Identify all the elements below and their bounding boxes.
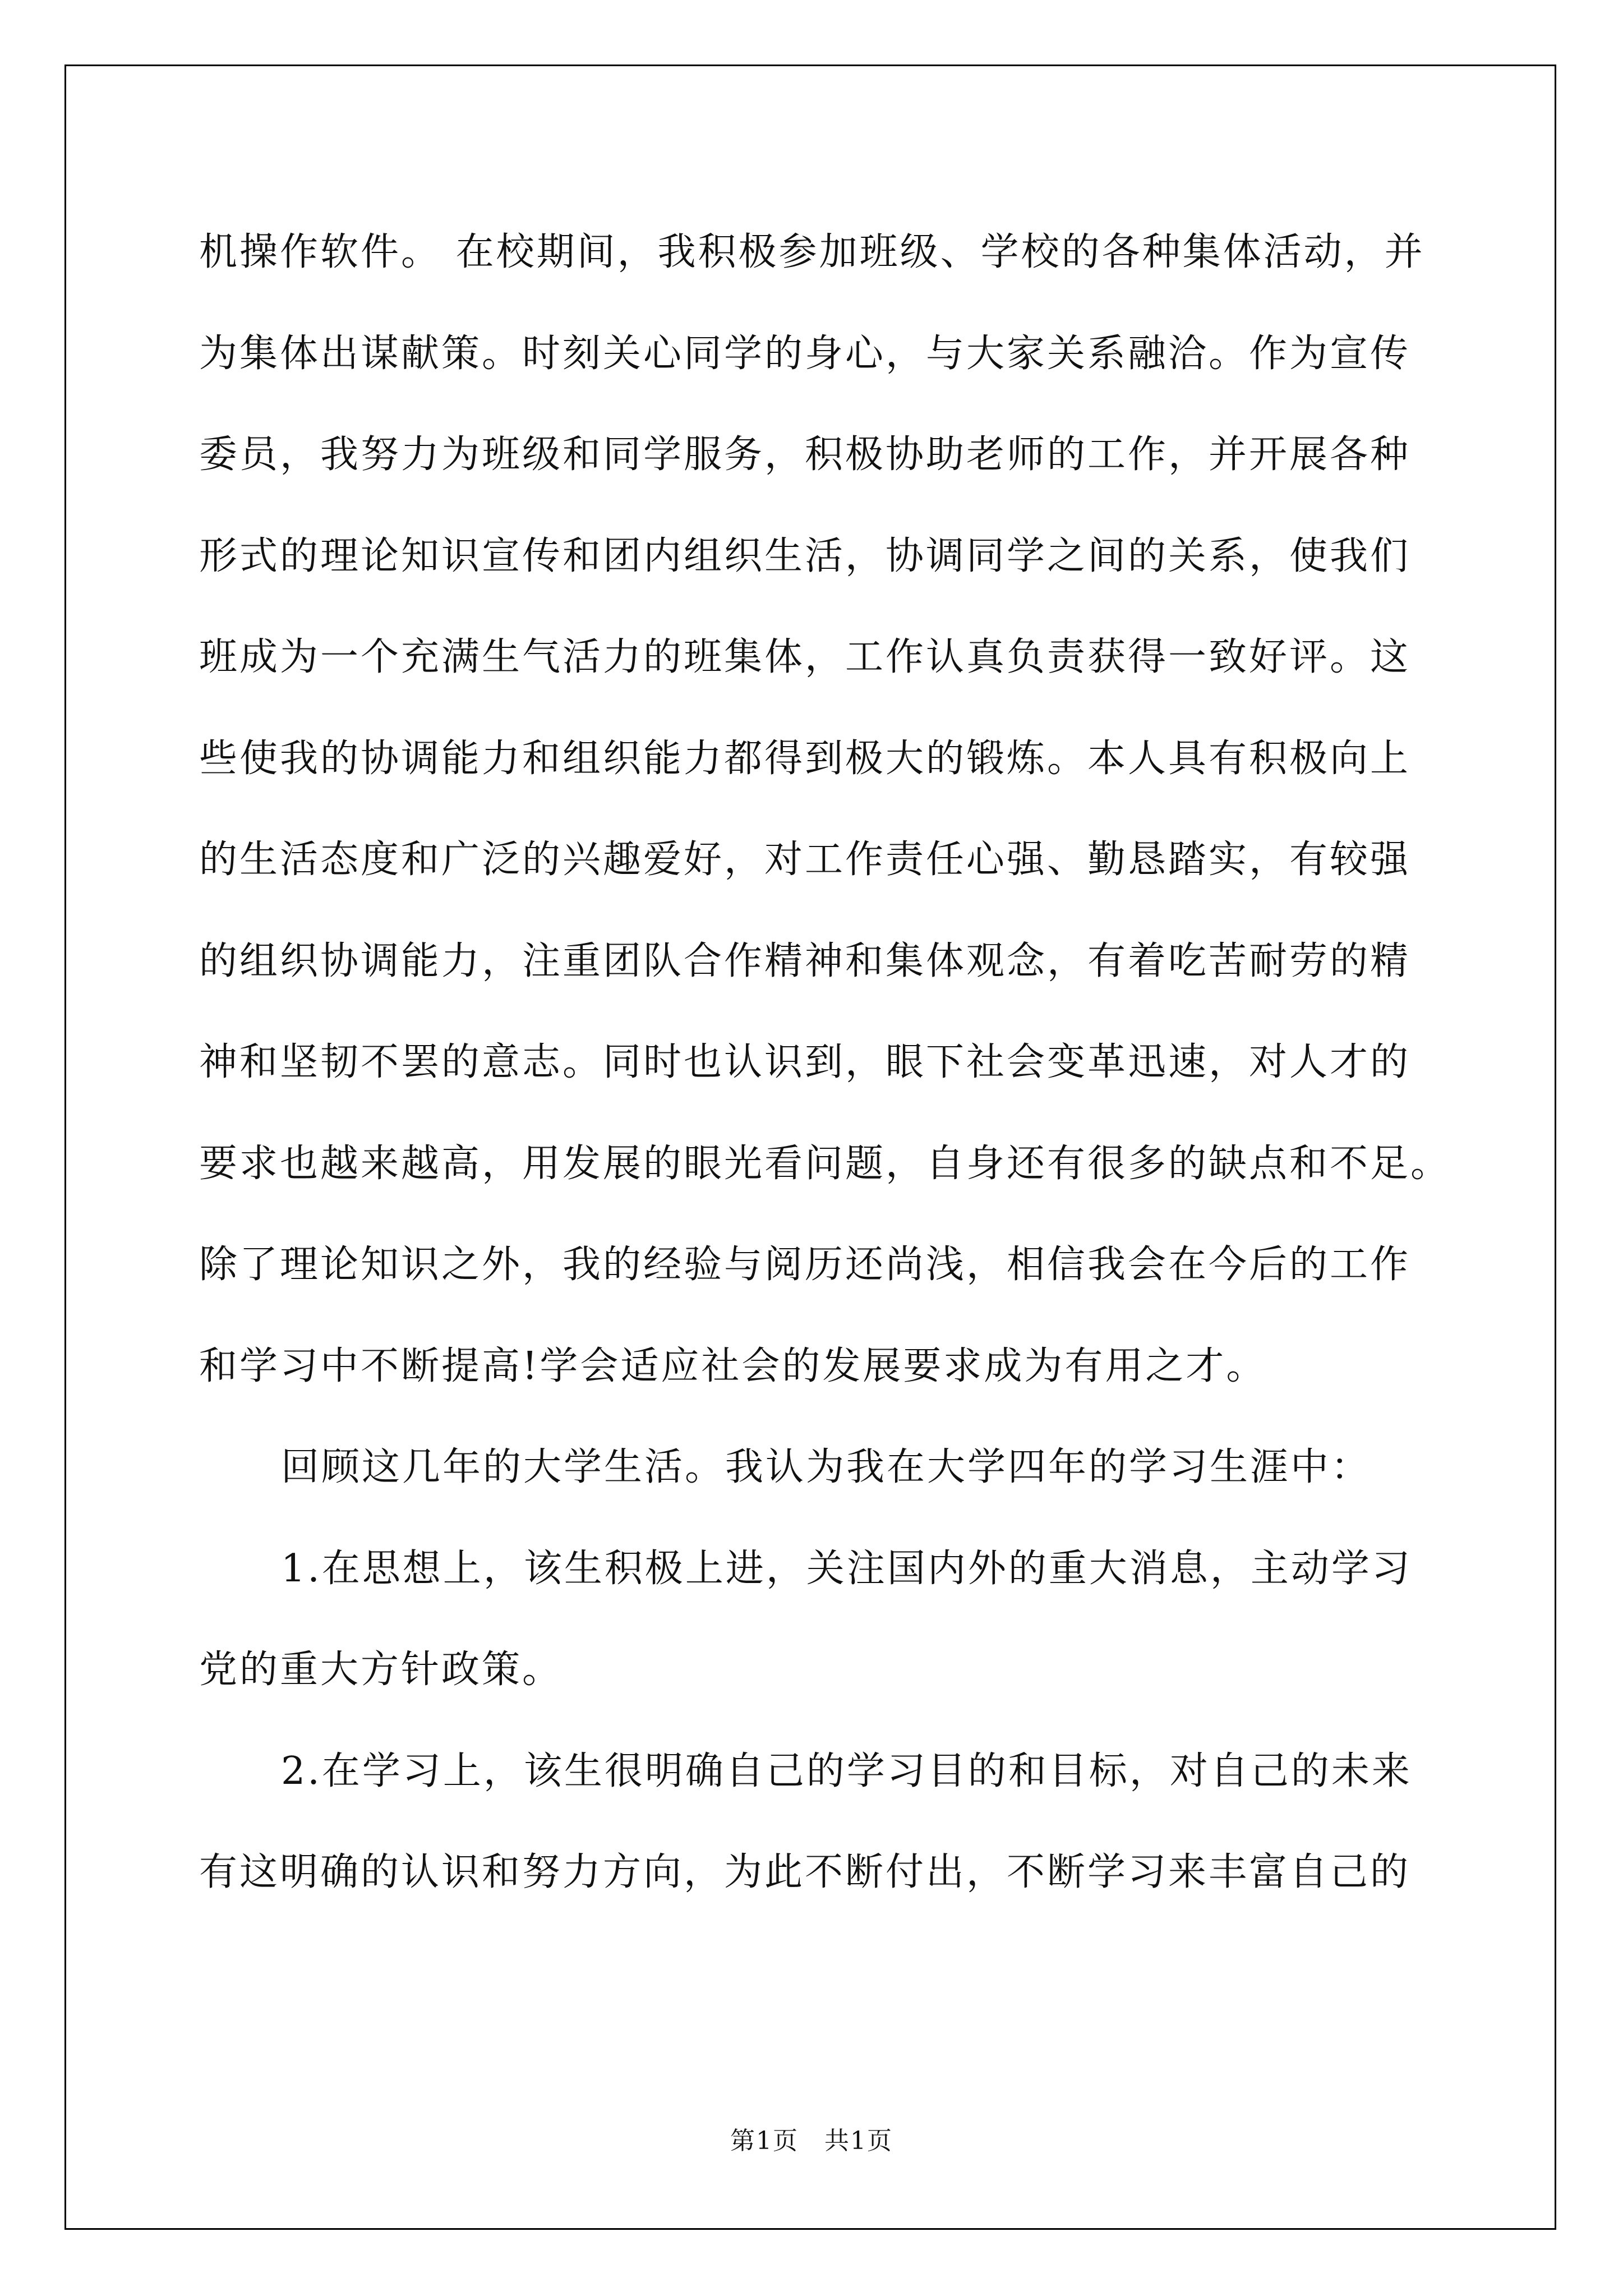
document-body [199, 202, 1451, 1924]
text-line: 有这明确的认识和努力方向，为此不断付出，不断学习来丰富自己的 [199, 1850, 1411, 1894]
text-line: 为集体出谋献策。时刻关心同学的身心，与大家关系融洽。作为宣传 [199, 331, 1411, 376]
text-line: 和学习中不断提高!学会适应社会的发展要求成为有用之才。 [199, 1343, 1267, 1388]
list-item-2-first-line: 2.在学习上，该生很明确自己的学习目的和目标，对自己的未来 [281, 1749, 1412, 1793]
text-line: 党的重大方针政策。 [199, 1648, 563, 1692]
text-line: 形式的理论知识宣传和团内组织生活，协调同学之间的关系，使我们 [199, 533, 1411, 578]
text-line: 神和坚韧不罢的意志。同时也认识到，眼下社会变革迅速，对人才的 [199, 1040, 1411, 1084]
paragraph-first-line: 回顾这几年的大学生活。我认为我在大学四年的学习生涯中： [281, 1445, 1372, 1489]
text-line: 些使我的协调能力和组织能力都得到极大的锻炼。本人具有积极向上 [199, 736, 1411, 781]
text-line: 机操作软件。 在校期间，我积极参加班级、学校的各种集体活动，并 [199, 230, 1425, 274]
text-line: 的组织协调能力，注重团队合作精神和集体观念，有着吃苦耐劳的精 [199, 938, 1411, 983]
page-total: 共1页 [824, 2127, 893, 2155]
page-footer [0, 2120, 1623, 2156]
page-number: 第1页 [730, 2127, 799, 2155]
text-line: 委员，我努力为班级和同学服务，积极协助老师的工作，并开展各种 [199, 432, 1411, 477]
list-item-1-first-line: 1.在思想上，该生积极上进，关注国内外的重大消息，主动学习 [281, 1546, 1412, 1591]
text-line: 班成为一个充满生气活力的班集体，工作认真负责获得一致好评。这 [199, 635, 1411, 679]
text-line: 的生活态度和广泛的兴趣爱好，对工作责任心强、勤恳踏实，有较强 [199, 838, 1411, 882]
text-line: 除了理论知识之外，我的经验与阅历还尚浅，相信我会在今后的工作 [199, 1243, 1411, 1287]
text-line: 要求也越来越高，用发展的眼光看问题，自身还有很多的缺点和不足。 [199, 1141, 1451, 1186]
